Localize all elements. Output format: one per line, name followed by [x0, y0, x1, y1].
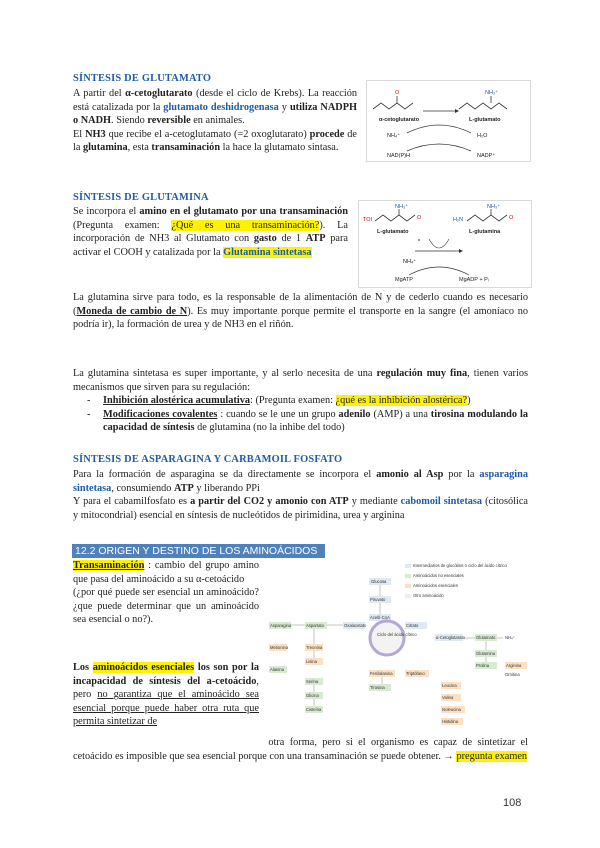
svg-text:Arginina: Arginina	[506, 663, 522, 668]
svg-text:NH₄⁺: NH₄⁺	[505, 635, 515, 640]
section-title-glutamato: SÍNTESIS DE GLUTAMATO	[73, 73, 212, 84]
section-title-asparagina: SÍNTESIS DE ASPARAGINA Y CARBAMOIL FOSFATO	[73, 454, 343, 465]
paragraph-transaminacion: Transaminación : cambio del grupo amino que pasa del aminoácido a su α-cetoácido (¿por qué puede ser esencial un aminoácido? ¿que puede determinar que un aminoácido sea esencial o no?).	[73, 560, 259, 626]
paragraph-glutamina-role: La glutamina sirve para todo, es la responsable de la alimentación de N y de cederlo cuando es necesario (Moneda de cambio de N). Es muy importante porque permite el transporte en la sangre (el amoníaco no podría ir), la formación de urea y de NH3 en el riñón.	[73, 292, 528, 331]
svg-text:Aspartato: Aspartato	[306, 623, 324, 628]
svg-text:NH₄⁺: NH₄⁺	[403, 259, 417, 265]
list-item: - Modificaciones covalentes : cuando se le une un grupo adenilo (AMP) a una tirosina modulando la capacidad de síntesis de glutamina (no la inhibe del todo)	[73, 408, 528, 435]
svg-text:Leucina: Leucina	[442, 683, 457, 688]
svg-text:Glutamato: Glutamato	[476, 635, 496, 640]
svg-text:Prolina: Prolina	[476, 663, 490, 668]
svg-text:Intermediarios de glucólisis o: Intermediarios de glucólisis o ciclo del ácido cítrico	[413, 563, 507, 568]
svg-text:NH₃⁺: NH₃⁺	[487, 204, 501, 210]
paragraph-esenciales: Los aminoácidos esenciales los son por la incapacidad de síntesis del a-cetoácido, pero no garantiza que el aminoácido sea esencial porque puede haber otra ruta que permita sintetizar de	[73, 662, 259, 728]
svg-text:H₂N: H₂N	[453, 217, 464, 223]
svg-text:O: O	[509, 215, 514, 221]
svg-text:Isoleucina: Isoleucina	[442, 707, 461, 712]
svg-text:H₂O: H₂O	[477, 133, 488, 139]
svg-text:Alanina: Alanina	[270, 667, 284, 672]
svg-text:MgADP + Pᵢ: MgADP + Pᵢ	[459, 277, 489, 283]
svg-text:Glutamina: Glutamina	[476, 651, 496, 656]
svg-text:Acetil-CoA: Acetil-CoA	[370, 615, 390, 620]
glutamine-reaction-figure	[358, 200, 532, 288]
svg-text:α-Cetoglutarato: α-Cetoglutarato	[436, 635, 465, 640]
svg-text:Citrato: Citrato	[406, 623, 419, 628]
svg-text:NH₃⁺: NH₃⁺	[395, 204, 409, 210]
svg-text:Piruvato: Piruvato	[370, 597, 386, 602]
svg-text:Lisina: Lisina	[306, 659, 317, 664]
svg-text:MgATP: MgATP	[395, 277, 413, 283]
svg-text:Aminoácidos no esenciales: Aminoácidos no esenciales	[413, 573, 464, 578]
svg-text:Histidina: Histidina	[442, 719, 459, 724]
svg-text:Asparagina: Asparagina	[270, 623, 292, 628]
svg-text:Glicina: Glicina	[306, 693, 319, 698]
svg-text:Glucosa: Glucosa	[371, 579, 387, 584]
svg-text:Treonina: Treonina	[306, 645, 323, 650]
page-number: 108	[503, 797, 522, 809]
svg-text:Ciclo del ácido cítrico: Ciclo del ácido cítrico	[377, 632, 417, 637]
svg-text:Tirosina: Tirosina	[370, 685, 385, 690]
svg-text:O: O	[417, 215, 422, 221]
svg-text:O: O	[395, 90, 400, 96]
svg-text:Valina: Valina	[442, 695, 454, 700]
section-bar-origen-destino: 12.2 ORIGEN Y DESTINO DE LOS AMINOÁCIDOS	[72, 544, 325, 558]
paragraph-regulacion: La glutamina sintetasa es super importante, y al serlo necesita de una regulación muy fina, tienen varios mecanismos que sirven para su regulación: - Inhibición alostérica acumulativa: (Pregunta examen: ¿qué es la inhibición alostérica?) - Modificaciones covalentes : cuando se le une un grupo adenilo (AMP) a una tirosina modulando la capacidad de síntesis de glutamina (no la inhibe del todo)	[73, 367, 528, 435]
svg-text:L-glutamato: L-glutamato	[469, 117, 501, 123]
section-title-glutamina: SÍNTESIS DE GLUTAMINA	[73, 192, 209, 203]
svg-text:Cisteína: Cisteína	[306, 707, 322, 712]
paragraph-glutamato: A partir del α-cetoglutarato (desde el ciclo de Krebs). La reacción está catalizada por la glutamato deshidrogenasa y utiliza NADPH o NADH. Siendo reversible en animales. El NH3 que recibe el a-cetoglutamato (=2 oxoglutarato) procede de la glutamina, esta transaminación la hace la glutamato sintasa.	[73, 88, 358, 154]
svg-text:Ornitina: Ornitina	[505, 672, 520, 677]
svg-text:NADP⁺: NADP⁺	[477, 153, 496, 159]
svg-text:NAD(P)H: NAD(P)H	[387, 153, 410, 159]
paragraph-glutamina: Se incorpora el amino en el glutamato por una transaminación (Pregunta examen: ¿Qué es una transaminación?). La incorporación de NH3 al Glutamato con gasto de 1 ATP para activar el COOH y catalizada por la Glutamina sintetasa	[73, 206, 349, 258]
svg-text:α-cetoglutarato: α-cetoglutarato	[379, 117, 420, 123]
svg-text:TOI: TOI	[363, 217, 373, 223]
svg-text:Serina: Serina	[306, 679, 319, 684]
amino-acid-origin-diagram	[265, 558, 533, 734]
svg-text:Oxalacetato: Oxalacetato	[344, 623, 367, 628]
svg-text:L-glutamina: L-glutamina	[469, 229, 501, 235]
svg-text:NH₃⁺: NH₃⁺	[485, 90, 499, 96]
svg-text:Aminoácidos esenciales: Aminoácidos esenciales	[413, 583, 458, 588]
svg-text:Fenilalanina: Fenilalanina	[370, 671, 393, 676]
svg-text:Metionina: Metionina	[270, 645, 289, 650]
svg-text:Triptófano: Triptófano	[406, 671, 425, 676]
glutamate-reaction-figure	[366, 80, 531, 162]
paragraph-esenciales-cont: otra forma, pero si el organismo es capaz de sintetizar el cetoácido es imposible que sea esencial porque con una transaminación se puede obtener. → pregunta examen	[73, 737, 528, 762]
svg-text:Otro aminoácido: Otro aminoácido	[413, 593, 444, 598]
svg-text:L-glutamato: L-glutamato	[377, 229, 409, 235]
list-item: - Inhibición alostérica acumulativa: (Pregunta examen: ¿qué es la inhibición alostérica?)	[73, 394, 528, 408]
paragraph-asparagina: Para la formación de asparagina se da directamente se incorpora el amonio al Asp por la asparagina sintetasa, consumiendo ATP y liberando PPi Y para el cabamilfosfato es a partir del CO2 y amonio con ATP y mediante cabomoil sintetasa (citosólica y mitocondrial) esencial en síntesis de nucleótidos de pirimidina, urea y arginina	[73, 469, 529, 521]
svg-text:NH₄⁺: NH₄⁺	[387, 133, 401, 139]
